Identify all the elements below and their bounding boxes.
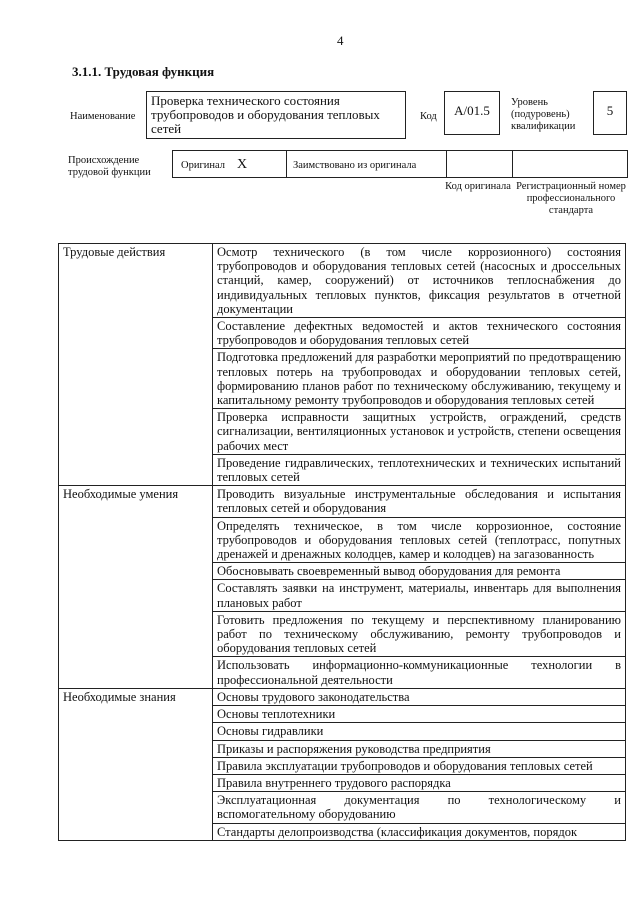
page-number: 4 [337, 33, 344, 48]
item-cell: Основы теплотехники [213, 706, 626, 723]
divider [446, 151, 447, 177]
item-cell: Эксплуатационная документация по технологическому и вспомогательному оборудованию [213, 792, 626, 823]
caption-code: Код оригинала [445, 181, 511, 192]
item-cell: Проведение гидравлических, теплотехнических и технических испытаний тепловых сетей [213, 454, 626, 485]
item-cell: Использовать информационно-коммуникационные технологии в профессиональной деятельности [213, 657, 626, 688]
item-cell: Составлять заявки на инструмент, материалы, инвентарь для выполнения плановых работ [213, 580, 626, 611]
item-cell: Обосновывать своевременный вывод оборудования для ремонта [213, 563, 626, 580]
section-title: 3.1.1. Трудовая функция [72, 64, 215, 79]
divider [512, 151, 513, 177]
level-label: Уровень (подуровень) квалификации [511, 97, 576, 132]
category-cell: Необходимые умения [59, 486, 213, 689]
item-cell: Правила эксплуатации трубопроводов и оборудования тепловых сетей [213, 757, 626, 774]
function-name: Проверка технического состояния трубопроводов и оборудования тепловых сетей [146, 91, 406, 139]
item-cell: Проверка исправности защитных устройств, ограждений, средств сигнализации, вентиляционных установок и устройств, степени освещения рабочих мест [213, 409, 626, 455]
name-label: Наименование [70, 111, 136, 122]
level-value: 5 [593, 91, 627, 135]
original-mark: X [237, 157, 248, 172]
item-cell: Правила внутреннего трудового распорядка [213, 774, 626, 791]
caption-reg: Регистрационный номер профессионального стандарта [516, 181, 626, 216]
item-cell: Составление дефектных ведомостей и актов технического состояния трубопроводов и оборудования тепловых сетей [213, 318, 626, 349]
item-cell: Стандарты делопроизводства (классификация документов, порядок [213, 823, 626, 840]
original-label: Оригинал [181, 160, 225, 171]
category-cell: Трудовые действия [59, 244, 213, 486]
item-cell: Осмотр технического (в том числе коррозионного) состояния трубопроводов и оборудования тепловых сетей (насосных и дроссельных станций, камер, сооружений) от источников теплоснабжения до индивидуальных тепловых пунктов, фиксация результатов в отчетной документации [213, 244, 626, 318]
function-table [58, 243, 626, 841]
origin-row [172, 150, 628, 178]
item-cell: Основы гидравлики [213, 723, 626, 740]
table-row [59, 486, 626, 517]
code-value: А/01.5 [444, 91, 500, 135]
table-row [59, 244, 626, 318]
borrowed-label: Заимствовано из оригинала [293, 160, 417, 171]
category-cell: Необходимые знания [59, 688, 213, 840]
divider [286, 151, 287, 177]
code-label: Код [420, 111, 437, 122]
item-cell: Готовить предложения по текущему и перспективному планированию работ по техническому обслуживанию, ремонту трубопроводов и оборудования тепловых сетей [213, 611, 626, 657]
table-row [59, 688, 626, 705]
item-cell: Подготовка предложений для разработки мероприятий по предотвращению тепловых потерь на трубопроводах и оборудовании тепловых сетей, формированию планов работ по техническому обслуживанию, текущему и капитальному ремонту трубопроводов и оборудования тепловых сетей [213, 349, 626, 409]
origin-label: Происхождение трудовой функции [68, 155, 151, 178]
item-cell: Определять техническое, в том числе коррозионное, состояние трубопроводов и оборудования тепловых сетей (теплотрасс, попутных дренажей и дренажных колодцев, камер и колодцев) на загазованность [213, 517, 626, 563]
item-cell: Основы трудового законодательства [213, 688, 626, 705]
item-cell: Приказы и распоряжения руководства предприятия [213, 740, 626, 757]
item-cell: Проводить визуальные инструментальные обследования и испытания тепловых сетей и оборудования [213, 486, 626, 517]
